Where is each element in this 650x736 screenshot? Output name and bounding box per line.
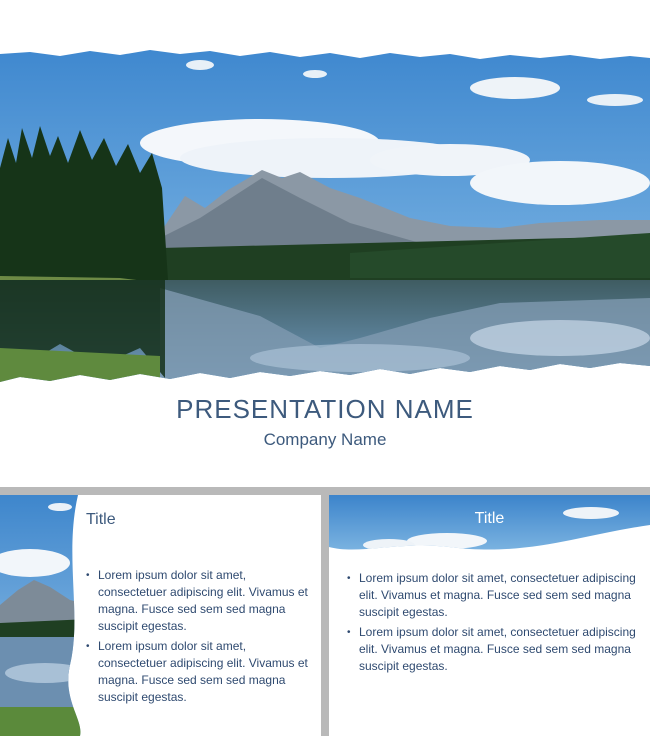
bullet-list	[84, 567, 314, 709]
bullet-icon: •	[86, 570, 90, 581]
bullet-icon: •	[86, 641, 90, 652]
thumbnail-title: Title	[86, 511, 116, 528]
bullet-icon: •	[347, 573, 351, 584]
bullet-text: Lorem ipsum dolor sit amet, consectetuer adipiscing elit. Vivamus et magna. Fusce sed sem sed magna suscipit egestas.	[98, 568, 308, 633]
thumbnail-title: Title	[474, 510, 505, 527]
slide-thumbnail-content-left[interactable]	[0, 495, 321, 736]
slide-thumbnail-content-right[interactable]	[329, 495, 650, 736]
list-item	[345, 624, 641, 675]
list-item	[84, 638, 314, 706]
list-item	[84, 567, 314, 635]
bullet-icon: •	[347, 627, 351, 638]
bullet-text: Lorem ipsum dolor sit amet, consectetuer adipiscing elit. Vivamus et magna. Fusce sed sem sed magna suscipit egestas.	[359, 571, 636, 619]
bullet-list	[345, 570, 641, 678]
list-item	[345, 570, 641, 621]
bullet-text: Lorem ipsum dolor sit amet, consectetuer adipiscing elit. Vivamus et magna. Fusce sed sem sed magna suscipit egestas.	[98, 639, 308, 704]
bullet-text: Lorem ipsum dolor sit amet, consectetuer adipiscing elit. Vivamus et magna. Fusce sed sem sed magna suscipit egestas.	[359, 625, 636, 673]
company-name: Company Name	[263, 430, 387, 449]
presentation-title: PRESENTATION NAME	[176, 394, 474, 424]
landscape-photo	[0, 48, 650, 384]
